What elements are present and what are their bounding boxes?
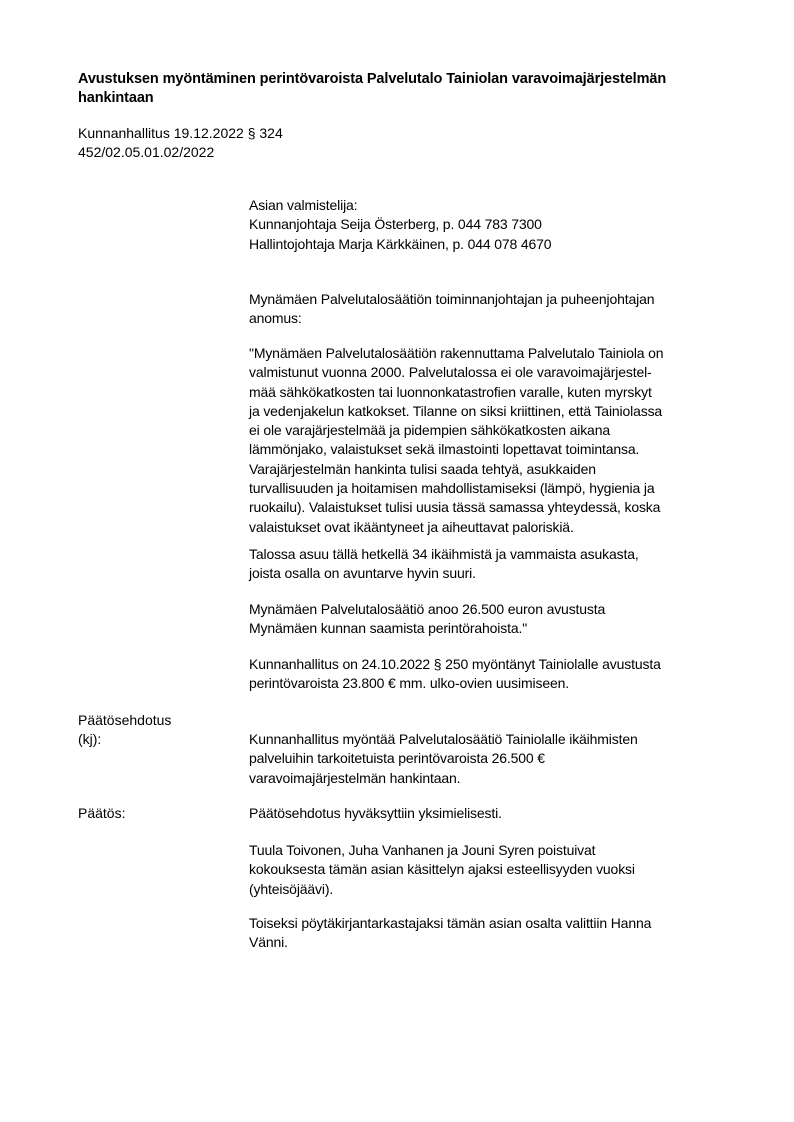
quote-line: Mynämäen kunnan saamista perintörahoista." bbox=[249, 620, 528, 637]
quote-line: valmistunut vuonna 2000. Palvelutalossa ei ole varavoimajärjestel- bbox=[249, 364, 652, 381]
recusal-line: Tuula Toivonen, Juha Vanhanen ja Jouni Syren poistuivat bbox=[249, 842, 596, 858]
quote-line: "Mynämäen Palvelutalosäätiön rakennuttama Palvelutalo Tainiola on bbox=[249, 345, 664, 361]
quote-line: ruokailu). Valaistukset tulisi uusia tässä samassa yhteydessä, koska bbox=[249, 499, 661, 516]
decision-line: Päätösehdotus hyväksyttiin yksimielisesti. bbox=[249, 805, 502, 821]
proposal-line: palveluihin tarkoitetuista perintövaroista 26.500 € bbox=[249, 750, 545, 767]
proposal-text bbox=[249, 730, 638, 788]
preparer-line: Kunnanjohtaja Seija Österberg, p. 044 783 7300 bbox=[249, 216, 542, 233]
document-title bbox=[78, 70, 748, 108]
quote-line: mää sähkökatkosten tai luonnonkatastrofien varalle, kuten myrskyt bbox=[249, 383, 652, 400]
preparers-block bbox=[249, 196, 551, 254]
recusal-line: kokouksesta tämän asian käsittelyn ajaksi esteellisyyden vuoksi bbox=[249, 861, 635, 878]
quote-paragraph-2 bbox=[249, 545, 639, 584]
decision-label-text: Päätös: bbox=[78, 805, 126, 821]
meeting-info bbox=[78, 124, 283, 162]
quote-line: turvallisuuden ja hoitamisen mahdollistamiseksi (lämpö, hygienia ja bbox=[249, 480, 655, 497]
previous-decision-line: perintövaroista 23.800 € mm. ulko-ovien uusimiseen. bbox=[249, 675, 569, 692]
previous-decision-line: Kunnanhallitus on 24.10.2022 § 250 myöntänyt Tainiolalle avustusta bbox=[249, 656, 661, 672]
quote-line: lämmönjako, valaistukset sekä ilmastointi lopettavat toimintansa. bbox=[249, 441, 640, 458]
intro-line: Mynämäen Palvelutalosäätiön toiminnanjohtajan ja puheenjohtajan bbox=[249, 291, 655, 307]
proposal-label-line: Päätösehdotus bbox=[78, 712, 172, 728]
examiner-paragraph bbox=[249, 914, 651, 953]
record-number: 452/02.05.01.02/2022 bbox=[78, 144, 215, 160]
quote-line: ei ole varajärjestelmää ja pidempien sähkökatkosten aikana bbox=[249, 422, 610, 439]
quote-paragraph-3 bbox=[249, 600, 605, 639]
decision-text bbox=[249, 804, 502, 823]
quote-line: ja vedenjakelun katkokset. Tilanne on siksi kriittinen, että Tainiolassa bbox=[249, 402, 663, 419]
quote-line: Mynämäen Palvelutalosäätiö anoo 26.500 euron avustusta bbox=[249, 601, 606, 617]
quote-line: joista osalla on avuntarve hyvin suuri. bbox=[249, 565, 476, 582]
preparer-line: Hallintojohtaja Marja Kärkkäinen, p. 044 078 4670 bbox=[249, 235, 552, 252]
quote-line: valaistukset ovat ikääntyneet ja aiheuttavat paloriskiä. bbox=[249, 518, 574, 535]
proposal-label-line: (kj): bbox=[78, 731, 102, 748]
quote-line: Talossa asuu tällä hetkellä 34 ikäihmistä ja vammaista asukasta, bbox=[249, 546, 639, 562]
recusal-line: (yhteisöjäävi). bbox=[249, 880, 334, 897]
proposal-line: varavoimajärjestelmän hankintaan. bbox=[249, 769, 461, 786]
recusal-paragraph bbox=[249, 841, 635, 899]
title-line: hankintaan bbox=[78, 90, 154, 106]
decision-label bbox=[78, 804, 125, 823]
meeting-reference: Kunnanhallitus 19.12.2022 § 324 bbox=[78, 125, 283, 141]
preparers-heading: Asian valmistelija: bbox=[249, 197, 358, 213]
proposal-line: Kunnanhallitus myöntää Palvelutalosäätiö Tainiolalle ikäihmisten bbox=[249, 731, 638, 747]
examiner-line: Toiseksi pöytäkirjantarkastajaksi tämän asian osalta valittiin Hanna bbox=[249, 915, 652, 931]
intro-line: anomus: bbox=[249, 310, 302, 327]
quote-paragraph-1 bbox=[249, 344, 663, 537]
examiner-line: Vänni. bbox=[249, 934, 288, 951]
quote-line: Varajärjestelmän hankinta tulisi saada tehtyä, asukkaiden bbox=[249, 460, 596, 477]
intro-paragraph bbox=[249, 290, 654, 329]
previous-decision-paragraph bbox=[249, 655, 661, 694]
title-line: Avustuksen myöntäminen perintövaroista Palvelutalo Tainiolan varavoimajärjestelmän bbox=[78, 71, 667, 87]
proposal-label bbox=[78, 711, 171, 750]
